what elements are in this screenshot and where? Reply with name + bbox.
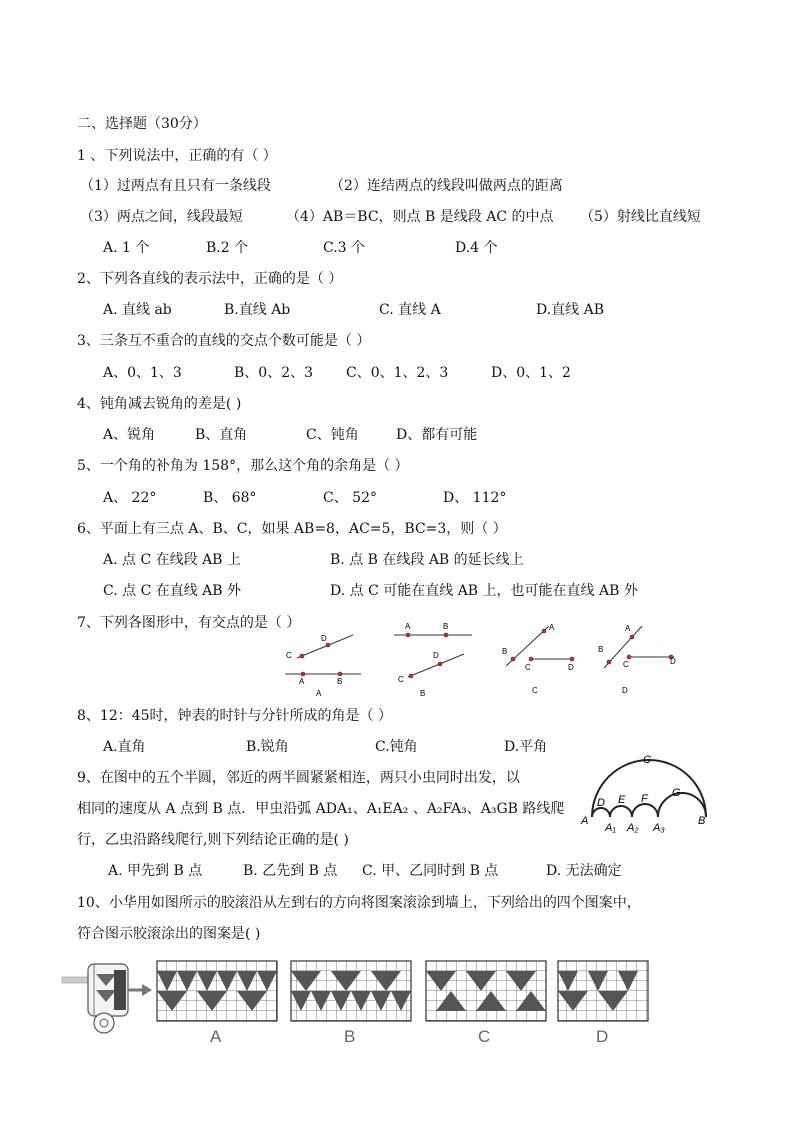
- q6-option-b[interactable]: B. 点 B 在线段 AB 的延长线上: [330, 552, 524, 568]
- q9-label-f: F: [641, 793, 648, 805]
- q2-option-a[interactable]: A. 直线 ab: [103, 302, 172, 318]
- q7b-label-b: B: [443, 622, 449, 631]
- q9-option-c[interactable]: C. 甲、乙同时到 B 点: [362, 863, 499, 879]
- q4-option-d[interactable]: D、都有可能: [396, 427, 478, 443]
- q7a-label-a: A: [299, 677, 305, 686]
- question-9-stem-line-2: 相同的速度从 A 点到 B 点．甲虫沿弧 ADA₁、A₁EA₂ 、A₂FA₃、A₃GB 路线爬: [77, 801, 565, 817]
- q7d-caption: D: [622, 686, 628, 695]
- q8-option-b[interactable]: B.锐角: [246, 739, 289, 755]
- q1-option-b[interactable]: B.2 个: [206, 240, 249, 256]
- q7c-label-b: B: [502, 647, 508, 656]
- q10-label-b: B: [344, 1027, 356, 1046]
- q9-label-a3: A₃: [653, 822, 665, 834]
- q7b-label-a: A: [405, 622, 411, 631]
- q7a-label-b: B: [337, 677, 343, 686]
- q7c-label-c: C: [525, 663, 531, 672]
- q10-pattern-d[interactable]: [558, 961, 648, 1046]
- q5-option-a[interactable]: A、 22°: [103, 490, 157, 506]
- roller-icon: [62, 964, 152, 1033]
- q1-option-d[interactable]: D.4 个: [455, 240, 498, 256]
- q9-label-a2: A₂: [627, 822, 639, 834]
- q7d-label-b: B: [598, 645, 604, 654]
- q1-option-a[interactable]: A. 1 个: [103, 240, 150, 256]
- q10-label-c: C: [478, 1027, 491, 1046]
- q7c-label-d: D: [568, 663, 574, 672]
- q3-option-b[interactable]: B、0、2、3: [234, 365, 314, 381]
- q10-label-a: A: [210, 1027, 222, 1046]
- q9-option-b[interactable]: B. 乙先到 B 点: [243, 863, 338, 879]
- q9-label-a1: A₁: [605, 822, 616, 834]
- q7d-label-d: D: [670, 657, 676, 666]
- q4-option-b[interactable]: B、直角: [195, 427, 248, 443]
- q6-option-a[interactable]: A. 点 C 在线段 AB 上: [103, 552, 241, 568]
- q7-figure-a[interactable]: [283, 628, 363, 698]
- question-2-stem: 2、下列各直线的表示法中，正确的是（ ）: [77, 271, 343, 287]
- q7a-caption: A: [316, 689, 322, 698]
- q9-label-b: B: [698, 815, 706, 827]
- q4-option-a[interactable]: A、锐角: [103, 427, 156, 443]
- q10-pattern-a[interactable]: [157, 961, 277, 1046]
- q10-pattern-b[interactable]: [291, 961, 411, 1046]
- q10-figures: [56, 950, 656, 1050]
- q7-figure-c[interactable]: [494, 620, 584, 698]
- q3-option-d[interactable]: D、0、1、2: [491, 365, 571, 381]
- question-5-stem: 5、一个角的补角为 158°，那么这个角的余角是（ ）: [77, 458, 409, 474]
- q9-label-e: E: [618, 794, 626, 806]
- q8-option-a[interactable]: A.直角: [103, 739, 146, 755]
- q2-option-c[interactable]: C. 直线 A: [379, 302, 441, 318]
- q5-option-d[interactable]: D、 112°: [443, 490, 507, 506]
- q1-statement-4: （4）AB＝BC，则点 B 是线段 AC 的中点: [286, 209, 554, 225]
- q10-pattern-c[interactable]: [426, 961, 546, 1046]
- q7-figure-d[interactable]: [592, 620, 684, 698]
- q7-figure-b[interactable]: [390, 620, 475, 698]
- question-3-stem: 3、三条互不重合的直线的交点个数可能是（ ）: [77, 333, 371, 349]
- q9-label-d: D: [597, 797, 605, 809]
- q9-label-a: A: [581, 815, 589, 827]
- q3-option-c[interactable]: C、0、1、2、3: [346, 365, 449, 381]
- q9-label-g: G: [672, 787, 681, 799]
- q7d-label-a: A: [625, 624, 631, 633]
- q6-option-d[interactable]: D. 点 C 可能在直线 AB 上，也可能在直线 AB 外: [330, 583, 638, 599]
- q9-option-a[interactable]: A. 甲先到 B 点: [108, 863, 203, 879]
- section-title: 二、选择题（30分）: [77, 116, 207, 132]
- q6-option-c[interactable]: C. 点 C 在直线 AB 外: [103, 583, 242, 599]
- question-9-stem-line-1: 9、在图中的五个半圆，邻近的两半圆紧紧相连，两只小虫同时出发，以: [77, 770, 520, 786]
- q7b-caption: B: [420, 689, 426, 698]
- q9-semicircles-figure: [578, 752, 714, 838]
- q7b-label-c: C: [398, 675, 404, 684]
- q7c-caption: C: [532, 686, 538, 695]
- question-7-stem: 7、下列各图形中，有交点的是（ ）: [77, 615, 301, 631]
- q7a-label-d: D: [321, 634, 327, 643]
- q9-label-c: C: [643, 754, 651, 766]
- q7b-label-d: D: [433, 651, 439, 660]
- q8-option-c[interactable]: C.钝角: [375, 739, 418, 755]
- question-10-stem-line-2: 符合图示胶滚涂出的图案是( ): [77, 926, 261, 942]
- q1-statement-5: （5）射线比直线短: [580, 209, 701, 225]
- q7a-label-c: C: [286, 651, 292, 660]
- q8-option-d[interactable]: D.平角: [504, 739, 548, 755]
- q2-option-d[interactable]: D.直线 AB: [536, 302, 605, 318]
- q3-option-a[interactable]: A、0、1、3: [103, 365, 182, 381]
- q7d-label-c: C: [623, 660, 629, 669]
- q5-option-c[interactable]: C、 52°: [323, 490, 377, 506]
- q2-option-b[interactable]: B.直线 Ab: [224, 302, 291, 318]
- q9-option-d[interactable]: D. 无法确定: [546, 863, 622, 879]
- question-1-stem: 1 、下列说法中，正确的有（ ）: [77, 148, 277, 164]
- q1-statement-2: （2）连结两点的线段叫做两点的距离: [330, 178, 563, 194]
- q10-label-d: D: [596, 1027, 609, 1046]
- q1-option-c[interactable]: C.3 个: [323, 240, 366, 256]
- q7c-label-a: A: [549, 623, 555, 632]
- question-4-stem: 4、钝角减去锐角的差是( ): [77, 396, 242, 412]
- question-8-stem: 8、12：45时，钟表的时针与分针所成的角是（ ）: [77, 708, 392, 724]
- q1-statement-1: （1）过两点有且只有一条线段: [80, 178, 271, 194]
- q1-statement-3: （3）两点之间，线段最短: [80, 209, 243, 225]
- question-6-stem: 6、平面上有三点 A、B、C，如果 AB=8，AC=5，BC=3，则（ ）: [77, 521, 507, 537]
- q5-option-b[interactable]: B、 68°: [203, 490, 257, 506]
- question-9-stem-line-3: 行，乙虫沿路线爬行,则下列结论正确的是( ): [77, 832, 349, 848]
- question-10-stem-line-1: 10、小华用如图所示的胶滚沿从左到右的方向将图案滚涂到墙上，下列给出的四个图案中，: [77, 895, 641, 911]
- q4-option-c[interactable]: C、钝角: [306, 427, 359, 443]
